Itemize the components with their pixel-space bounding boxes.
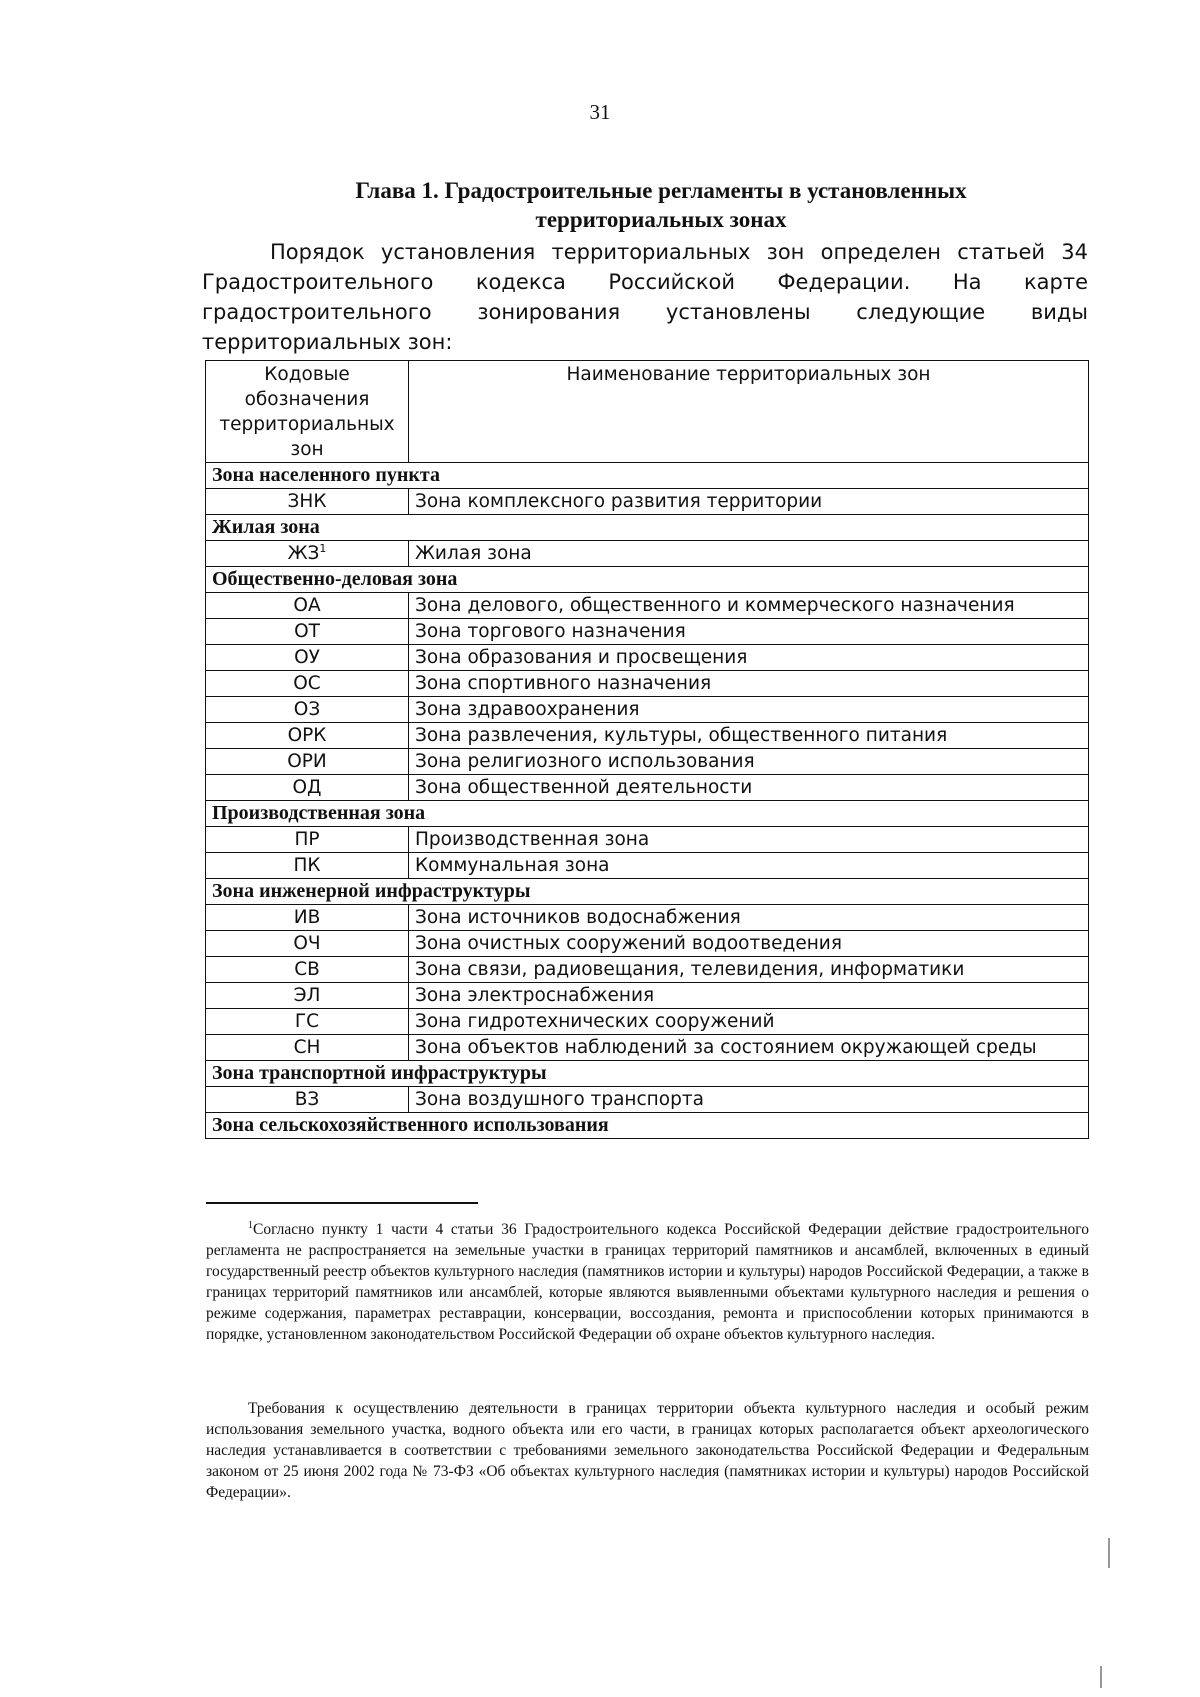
zone-code: ВЗ — [294, 1089, 320, 1110]
zone-group-row — [206, 801, 1089, 827]
zone-group-title: Зона транспортной инфраструктуры — [206, 1061, 1089, 1087]
zone-code: ОРИ — [287, 751, 327, 772]
zone-code-cell — [206, 619, 409, 645]
zone-group-title: Зона сельскохозяйственного использования — [206, 1113, 1089, 1139]
zone-row — [206, 853, 1089, 879]
zone-name-cell: Зона источников водоснабжения — [409, 905, 1089, 931]
zone-code: ОТ — [294, 621, 320, 642]
footnote-divider — [206, 1202, 478, 1204]
zone-row — [206, 619, 1089, 645]
header-name-cell: Наименование территориальных зон — [409, 361, 1089, 463]
zone-code-cell — [206, 827, 409, 853]
zone-name-cell: Коммунальная зона — [409, 853, 1089, 879]
zone-row — [206, 489, 1089, 515]
zone-code-cell — [206, 749, 409, 775]
zone-code: ЭЛ — [293, 985, 321, 1006]
zone-row — [206, 957, 1089, 983]
zone-name-cell: Зона спортивного назначения — [409, 671, 1089, 697]
zone-code-cell — [206, 1035, 409, 1061]
zone-group-row — [206, 463, 1089, 489]
zone-code: ОЗ — [293, 699, 321, 720]
zone-row — [206, 983, 1089, 1009]
zone-name-cell: Зона здравоохранения — [409, 697, 1089, 723]
zone-name-cell: Жилая зона — [409, 541, 1089, 567]
zone-code: ПР — [294, 829, 320, 850]
zone-group-title: Производственная зона — [206, 801, 1089, 827]
zone-name-cell: Зона торгового назначения — [409, 619, 1089, 645]
zone-name-cell: Зона образования и просвещения — [409, 645, 1089, 671]
zone-code: ПК — [293, 855, 321, 876]
zone-code-cell — [206, 853, 409, 879]
zone-code-cell — [206, 489, 409, 515]
footnote-paragraph-2: Требования к осуществлению деятельности в границах территории объекта культурного наследия и особый режим использования земельного участка, водного объекта или его части, в границах которых располагается объект археологического наследия устанавливается в соответствии с требованиями земельного законодательства Российской Федерации и Федеральным законом от 25 июня 2002 года № 73-ФЗ «Об объектах культурного наследия (памятниках истории и культуры) народов Российской Федерации». — [206, 1400, 1089, 1501]
zone-name-cell: Зона воздушного транспорта — [409, 1087, 1089, 1113]
zone-footnote-mark: 1 — [319, 541, 327, 555]
zone-group-row — [206, 879, 1089, 905]
zone-code-cell — [206, 931, 409, 957]
zone-code: ОА — [293, 595, 321, 616]
zone-code: ЗНК — [287, 491, 327, 512]
intro-paragraph: Порядок установления территориальных зон определен статьей 34 Градостроительного кодекса Российской Федерации. На карте градостроительного зонирования установлены следующие виды территориальных зон: — [202, 240, 1088, 354]
territorial-zones-table — [205, 360, 1089, 1139]
zone-code-cell — [206, 723, 409, 749]
zone-name-cell: Зона общественной деятельности — [409, 775, 1089, 801]
scan-artifact — [1100, 1666, 1102, 1688]
zone-code-cell — [206, 1087, 409, 1113]
zone-row — [206, 1035, 1089, 1061]
zone-code: СН — [293, 1037, 321, 1058]
zone-group-title: Зона населенного пункта — [206, 463, 1089, 489]
zone-name-cell: Зона электроснабжения — [409, 983, 1089, 1009]
zone-row — [206, 931, 1089, 957]
zone-row — [206, 905, 1089, 931]
zone-code-cell — [206, 541, 409, 567]
page-number: 31 — [589, 100, 611, 124]
zone-group-title: Общественно-деловая зона — [206, 567, 1089, 593]
zone-name-cell: Зона гидротехнических сооружений — [409, 1009, 1089, 1035]
zone-code: ОУ — [294, 647, 320, 668]
zone-row — [206, 749, 1089, 775]
zone-group-title: Зона инженерной инфраструктуры — [206, 879, 1089, 905]
zone-group-row — [206, 567, 1089, 593]
zone-name-cell: Зона делового, общественного и коммерческого назначения — [409, 593, 1089, 619]
zone-code: ИВ — [293, 907, 321, 928]
zone-code-cell — [206, 697, 409, 723]
footnote-paragraph-1 — [206, 1215, 1089, 1345]
zone-code-cell — [206, 1009, 409, 1035]
zone-group-row — [206, 1113, 1089, 1139]
zone-name-cell: Зона связи, радиовещания, телевидения, информатики — [409, 957, 1089, 983]
zone-code-cell — [206, 957, 409, 983]
zone-code: ОС — [293, 673, 321, 694]
zone-code-cell — [206, 645, 409, 671]
zone-row — [206, 775, 1089, 801]
zone-name-cell: Зона объектов наблюдений за состоянием окружающей среды — [409, 1035, 1089, 1061]
table-header-row — [206, 361, 1089, 463]
header-code-cell: Кодовые обозначения территориальных зон — [206, 361, 409, 463]
zone-code: ЖЗ — [287, 543, 320, 564]
zone-row — [206, 827, 1089, 853]
scan-artifact — [1108, 1538, 1110, 1568]
zone-code-cell — [206, 671, 409, 697]
zone-code-cell — [206, 593, 409, 619]
zone-row — [206, 697, 1089, 723]
zone-row — [206, 541, 1089, 567]
zone-name-cell: Зона религиозного использования — [409, 749, 1089, 775]
zone-row — [206, 723, 1089, 749]
zone-row — [206, 671, 1089, 697]
zone-code-cell — [206, 905, 409, 931]
zone-name-cell: Зона комплексного развития территории — [409, 489, 1089, 515]
zone-name-cell: Производственная зона — [409, 827, 1089, 853]
zone-code-cell — [206, 983, 409, 1009]
zone-row — [206, 645, 1089, 671]
zone-code: ГС — [294, 1011, 320, 1032]
zone-code: ОРК — [287, 725, 327, 746]
zone-row — [206, 1087, 1089, 1113]
zone-code: ОД — [292, 777, 322, 798]
zone-group-row — [206, 1061, 1089, 1087]
zone-name-cell: Зона развлечения, культуры, общественного питания — [409, 723, 1089, 749]
footnote-text-1: Согласно пункту 1 части 4 статьи 36 Градостроительного кодекса Российской Федерации действие градостроительного регламента не распространяется на земельные участки в границах территорий памятников и ансамблей, включенных в единый государственный реестр объектов культурного наследия (памятников истории и культуры) народов Российской Федерации, а также в границах территорий памятников или ансамблей, которые являются выявленными объектами культурного наследия и решения о режиме содержания, параметрах реставрации, консервации, воссоздания, ремонта и приспособлении которых принимаются в порядке, установленном законодательством Российской Федерации об охране объектов культурного наследия. — [206, 1221, 1089, 1344]
chapter-title: Глава 1. Градостроительные регламенты в установленных территориальных зонах — [355, 178, 967, 232]
zone-code-cell — [206, 775, 409, 801]
zone-name-cell: Зона очистных сооружений водоотведения — [409, 931, 1089, 957]
zone-row — [206, 593, 1089, 619]
zones-table-body — [206, 463, 1089, 1139]
zone-code: ОЧ — [293, 933, 321, 954]
zone-row — [206, 1009, 1089, 1035]
zone-group-row — [206, 515, 1089, 541]
zone-group-title: Жилая зона — [206, 515, 1089, 541]
zone-code: СВ — [294, 959, 320, 980]
footnote-mark: 1 — [248, 1220, 253, 1231]
